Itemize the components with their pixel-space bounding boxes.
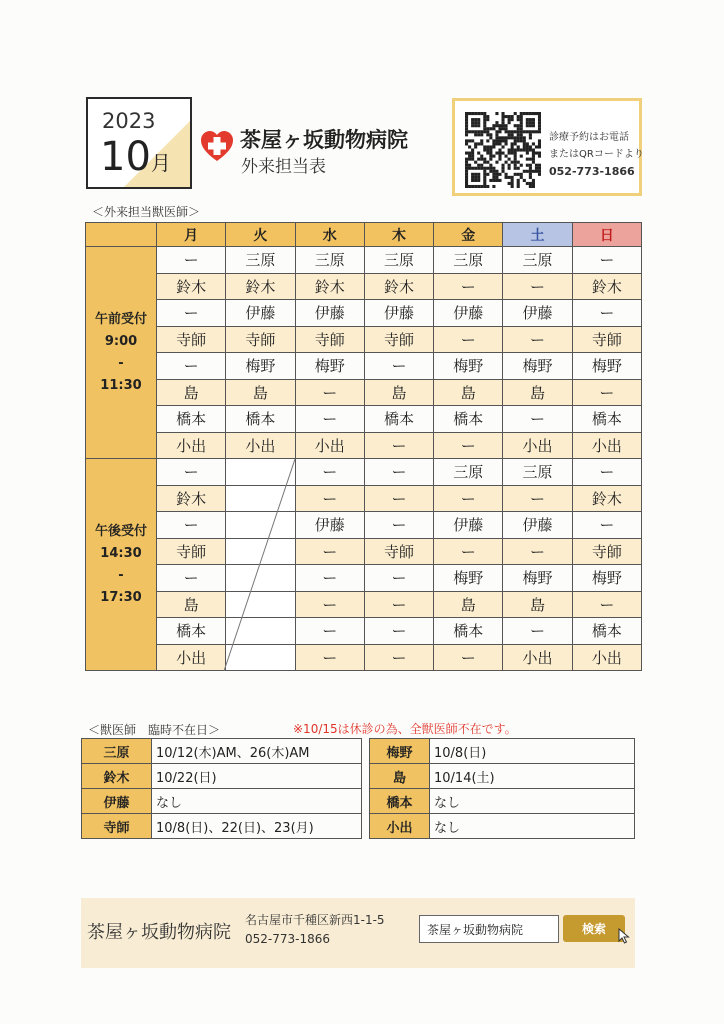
heart-cross-logo-icon [200, 130, 234, 164]
search-input[interactable] [419, 915, 559, 943]
schedule-cell: ー [572, 459, 641, 486]
schedule-cell: 寺師 [157, 326, 226, 353]
schedule-cell: 島 [503, 379, 572, 406]
schedule-cell: 小出 [572, 432, 641, 459]
month-number: 10 [100, 134, 151, 180]
schedule-cell: ー [434, 485, 503, 512]
schedule-cell: 三原 [434, 459, 503, 486]
schedule-row [86, 432, 642, 459]
schedule-cell [226, 538, 295, 565]
absence-dates: 10/12(木)AM、26(木)AM [152, 739, 362, 764]
schedule-cell: 梅野 [572, 353, 641, 380]
absence-row [82, 789, 635, 814]
absence-vet-name: 小出 [370, 814, 430, 839]
schedule-cell: 三原 [364, 247, 433, 274]
schedule-cell: 島 [434, 379, 503, 406]
schedule-row [86, 485, 642, 512]
schedule-cell: 鈴木 [157, 273, 226, 300]
schedule-row [86, 618, 642, 645]
schedule-cell: 寺師 [572, 538, 641, 565]
schedule-cell: ー [295, 618, 364, 645]
schedule-cell: 鈴木 [364, 273, 433, 300]
schedule-cell: 小出 [503, 644, 572, 671]
day-header-0: 月 [157, 223, 226, 247]
absence-vet-name: 梅野 [370, 739, 430, 764]
schedule-row [86, 406, 642, 433]
absence-row [82, 764, 635, 789]
schedule-cell: 島 [157, 591, 226, 618]
schedule-cell: ー [157, 247, 226, 274]
qr-text [549, 129, 644, 180]
schedule-cell: 鈴木 [295, 273, 364, 300]
schedule-cell: 伊藤 [295, 512, 364, 539]
schedule-cell: 梅野 [226, 353, 295, 380]
schedule-cell: 橋本 [157, 406, 226, 433]
schedule-cell: ー [572, 591, 641, 618]
closed-note: ※10/15は休診の為、全獣医師不在です。 [293, 722, 517, 736]
absence-row [82, 739, 635, 764]
schedule-row [86, 591, 642, 618]
schedule-cell: 伊藤 [434, 512, 503, 539]
schedule-row [86, 538, 642, 565]
schedule-cell: ー [503, 273, 572, 300]
schedule-cell [226, 512, 295, 539]
schedule-cell [226, 591, 295, 618]
schedule-cell: 梅野 [503, 353, 572, 380]
schedule-cell: ー [503, 326, 572, 353]
schedule-cell: 鈴木 [157, 485, 226, 512]
schedule-row [86, 379, 642, 406]
schedule-cell: ー [295, 459, 364, 486]
schedule-row [86, 565, 642, 592]
schedule-cell: ー [572, 300, 641, 327]
schedule-cell: ー [572, 247, 641, 274]
absence-section-label: ＜獣医師 臨時不在日＞ [88, 723, 221, 737]
qr-line2: またはQRコードより [549, 149, 644, 160]
schedule-cell: ー [157, 459, 226, 486]
schedule-cell: 三原 [434, 247, 503, 274]
schedule-cell: 寺師 [364, 326, 433, 353]
schedule-cell [226, 565, 295, 592]
schedule-cell: 橋本 [434, 618, 503, 645]
schedule-cell: 梅野 [572, 565, 641, 592]
qr-line1: 診療予約はお電話 [549, 132, 629, 143]
schedule-cell: 橋本 [226, 406, 295, 433]
schedule-cell: 梅野 [503, 565, 572, 592]
schedule-cell: 鈴木 [572, 273, 641, 300]
schedule-cell: ー [364, 618, 433, 645]
absence-dates: 10/22(日) [152, 764, 362, 789]
month [100, 135, 171, 185]
schedule-cell: 小出 [226, 432, 295, 459]
schedule-cell: 伊藤 [295, 300, 364, 327]
absence-gap [362, 739, 370, 764]
schedule-cell: 橋本 [434, 406, 503, 433]
footer-hospital-name: 茶屋ヶ坂動物病院 [87, 922, 231, 943]
schedule-cell: 伊藤 [364, 300, 433, 327]
schedule-cell: ー [157, 300, 226, 327]
schedule-cell: 島 [503, 591, 572, 618]
schedule-cell: ー [364, 591, 433, 618]
schedule-cell: 橋本 [157, 618, 226, 645]
schedule-header-row [86, 223, 642, 247]
absence-vet-name: 鈴木 [82, 764, 152, 789]
search-button[interactable]: 検索 [563, 915, 625, 942]
schedule-cell: 橋本 [572, 618, 641, 645]
schedule-row [86, 326, 642, 353]
day-header-5: 土 [503, 223, 572, 247]
day-header-6: 日 [572, 223, 641, 247]
schedule-cell: 寺師 [295, 326, 364, 353]
schedule-row [86, 644, 642, 671]
absence-vet-name: 島 [370, 764, 430, 789]
year: 2023 [102, 109, 156, 133]
schedule-cell: 寺師 [226, 326, 295, 353]
pm-period-label4: 17:30 [100, 589, 142, 605]
absence-dates: 10/8(日)、22(日)、23(月) [152, 814, 362, 839]
footer-address-block [245, 911, 385, 949]
schedule-row [86, 459, 642, 486]
schedule-cell: ー [295, 644, 364, 671]
schedule-cell: ー [157, 353, 226, 380]
schedule-cell [226, 485, 295, 512]
schedule-cell: 梅野 [295, 353, 364, 380]
footer [81, 898, 635, 968]
qr-box [452, 98, 642, 196]
absence-row [82, 814, 635, 839]
schedule-cell: 寺師 [572, 326, 641, 353]
schedule-cell: 小出 [572, 644, 641, 671]
schedule-cell: ー [572, 379, 641, 406]
absence-dates: なし [430, 789, 635, 814]
schedule-row [86, 273, 642, 300]
am-period-label1: 午前受付 [94, 311, 147, 327]
am-period-label4: 11:30 [100, 377, 142, 393]
schedule-cell: ー [434, 538, 503, 565]
schedule-cell: ー [295, 485, 364, 512]
schedule-cell: 伊藤 [503, 512, 572, 539]
schedule-row [86, 300, 642, 327]
am-period-label2: 9:00 [104, 333, 138, 349]
schedule-section-label: ＜外来担当獣医師＞ [92, 205, 201, 219]
absence-gap [362, 789, 370, 814]
absence-dates: なし [152, 789, 362, 814]
schedule-cell: 小出 [503, 432, 572, 459]
schedule-cell: ー [295, 406, 364, 433]
schedule-cell: ー [295, 538, 364, 565]
am-period-label3: - [118, 355, 124, 371]
corner-cell [86, 223, 157, 247]
schedule-cell: 鈴木 [226, 273, 295, 300]
schedule-cell: 島 [157, 379, 226, 406]
page-subtitle: 外来担当表 [241, 157, 326, 177]
schedule-cell: 小出 [157, 644, 226, 671]
schedule-cell [226, 644, 295, 671]
schedule-table [85, 222, 642, 671]
pm-period-label3: - [118, 567, 124, 583]
hospital-name: 茶屋ヶ坂動物病院 [240, 128, 408, 152]
qr-phone: 052-773-1866 [549, 165, 635, 178]
absence-dates: 10/8(日) [430, 739, 635, 764]
schedule-cell: 小出 [295, 432, 364, 459]
schedule-cell: ー [434, 644, 503, 671]
schedule-cell: 鈴木 [572, 485, 641, 512]
schedule-row [86, 512, 642, 539]
schedule-cell: ー [503, 618, 572, 645]
schedule-cell: ー [503, 406, 572, 433]
schedule-cell: 小出 [157, 432, 226, 459]
schedule-cell: ー [364, 353, 433, 380]
schedule-cell [226, 618, 295, 645]
pointer-cursor-icon [618, 928, 630, 944]
schedule-cell: ー [503, 538, 572, 565]
schedule-cell: ー [364, 512, 433, 539]
schedule-cell: 島 [364, 379, 433, 406]
schedule-cell: 梅野 [434, 565, 503, 592]
schedule-cell: ー [503, 485, 572, 512]
schedule-cell: ー [364, 485, 433, 512]
absence-vet-name: 橋本 [370, 789, 430, 814]
schedule-cell: 橋本 [364, 406, 433, 433]
schedule-cell: 島 [434, 591, 503, 618]
footer-phone: 052-773-1866 [245, 932, 331, 946]
schedule-cell: 三原 [503, 459, 572, 486]
schedule-cell: 寺師 [364, 538, 433, 565]
schedule-cell: 島 [226, 379, 295, 406]
absence-dates: なし [430, 814, 635, 839]
schedule-row [86, 353, 642, 380]
absence-vet-name: 寺師 [82, 814, 152, 839]
schedule-cell: 三原 [295, 247, 364, 274]
schedule-cell: ー [157, 512, 226, 539]
schedule-cell: ー [364, 565, 433, 592]
absence-gap [362, 764, 370, 789]
schedule-cell: 橋本 [572, 406, 641, 433]
am-period-label [86, 247, 157, 459]
month-suffix: 月 [150, 151, 171, 175]
month-box [86, 97, 192, 189]
absence-table [81, 738, 635, 839]
schedule-cell: ー [364, 432, 433, 459]
schedule-cell: ー [572, 512, 641, 539]
pm-period-label [86, 459, 157, 671]
day-header-3: 木 [364, 223, 433, 247]
absence-dates: 10/14(土) [430, 764, 635, 789]
schedule-cell: 梅野 [434, 353, 503, 380]
day-header-4: 金 [434, 223, 503, 247]
schedule-cell: ー [434, 326, 503, 353]
schedule-cell: ー [434, 432, 503, 459]
absence-gap [362, 814, 370, 839]
schedule-cell: ー [434, 273, 503, 300]
schedule-cell [226, 459, 295, 486]
schedule-cell: ー [295, 591, 364, 618]
schedule-row [86, 247, 642, 274]
qr-code-icon[interactable] [465, 112, 541, 188]
footer-address: 名古屋市千種区新西1-1-5 [245, 913, 385, 927]
schedule-cell: 伊藤 [226, 300, 295, 327]
schedule-cell: 伊藤 [434, 300, 503, 327]
schedule-cell: 三原 [226, 247, 295, 274]
absence-vet-name: 三原 [82, 739, 152, 764]
schedule-cell: 三原 [503, 247, 572, 274]
pm-period-label1: 午後受付 [94, 523, 147, 539]
schedule-cell: ー [295, 379, 364, 406]
schedule-cell: ー [364, 644, 433, 671]
schedule-cell: ー [295, 565, 364, 592]
day-header-2: 水 [295, 223, 364, 247]
day-header-1: 火 [226, 223, 295, 247]
schedule-cell: 伊藤 [503, 300, 572, 327]
schedule-cell: 寺師 [157, 538, 226, 565]
schedule-cell: ー [157, 565, 226, 592]
pm-period-label2: 14:30 [100, 545, 142, 561]
absence-vet-name: 伊藤 [82, 789, 152, 814]
schedule-cell: ー [364, 459, 433, 486]
